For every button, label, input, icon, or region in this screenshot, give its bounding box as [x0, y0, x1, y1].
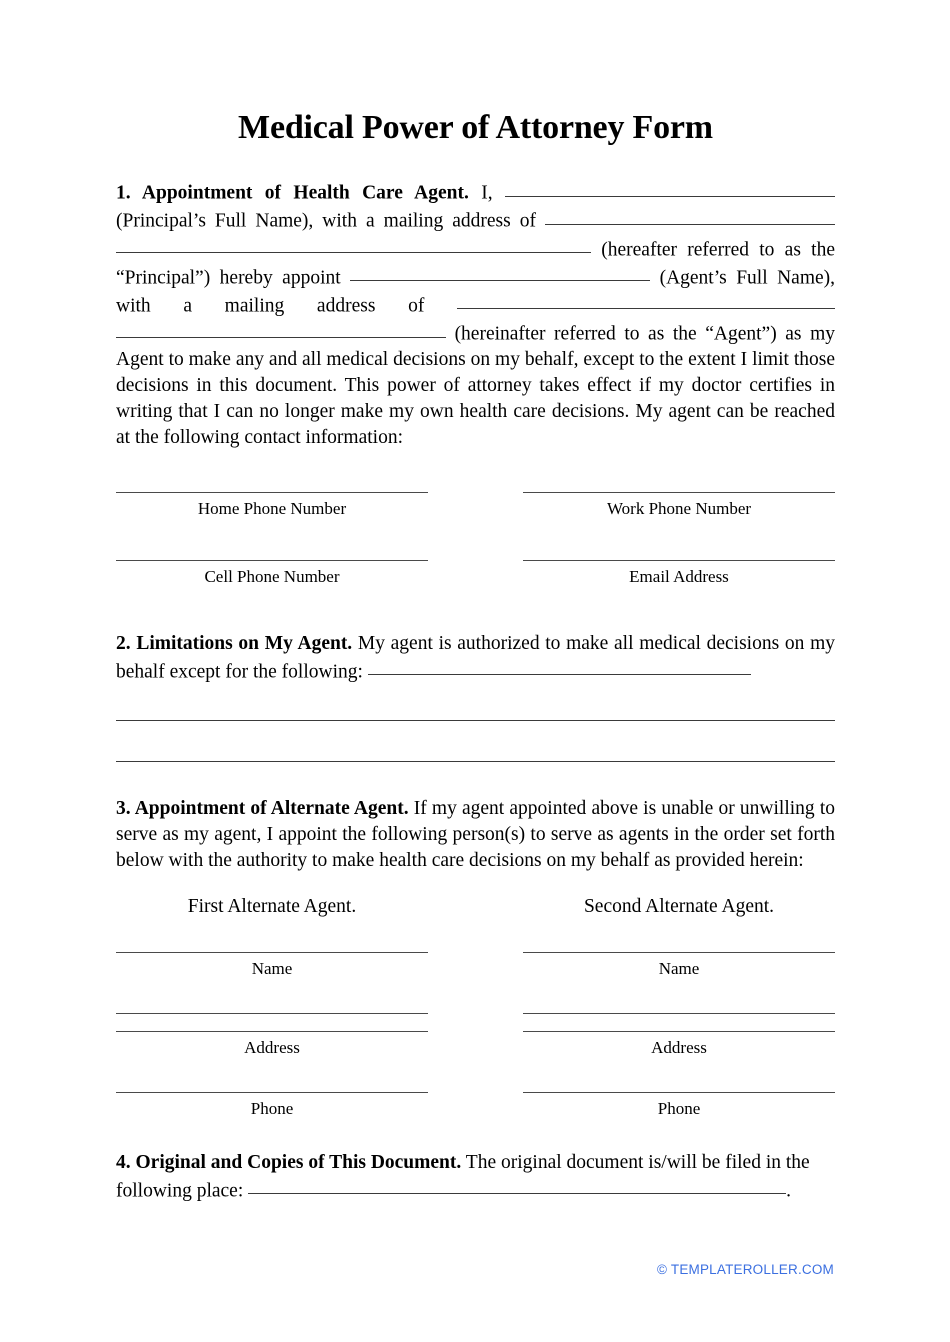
first-alternate-address-caption: Address: [244, 1038, 300, 1058]
section-4-heading: 4. Original and Copies of This Document.: [116, 1152, 462, 1174]
first-alternate-address-input-line1[interactable]: [116, 1013, 428, 1014]
section-2-text-a: My agent is authorized to make all medical decisions on my behalf except for the following:: [116, 633, 835, 683]
agent-contact-row-1: [116, 492, 835, 519]
section-1-text-e: (hereinafter referred to as the “Agent”) as my Agent to make any and all medical decisions on my behalf, except to the extent I limit those decisions in this document. This power of attorney takes effect if my doctor certifies in writing that I can no longer make my own health care decisions. My agent can be reached at the following contact information:: [116, 323, 835, 448]
limitations-field-line1[interactable]: [368, 657, 751, 676]
first-alternate-phone-caption: Phone: [250, 1099, 294, 1119]
first-alternate-phone-group: [116, 1092, 428, 1119]
first-alternate-name-caption: Name: [251, 959, 293, 979]
filing-place-field[interactable]: [248, 1176, 786, 1195]
alternate-agent-address-row: [116, 1013, 835, 1058]
principal-address-field-line2[interactable]: [116, 235, 591, 254]
principal-name-field[interactable]: [505, 178, 835, 197]
work-phone-caption: Work Phone Number: [606, 499, 752, 519]
email-address-caption: Email Address: [629, 567, 729, 587]
document-content: [116, 108, 835, 1204]
section-3-text-a: If my agent appointed above is unable or unwilling to serve as my agent, I appoint the following person(s) to serve as agents in the order set forth below with the authority to make health care decisions on my behalf as provided herein:: [116, 798, 835, 871]
work-phone-field-group: [523, 492, 835, 519]
home-phone-field-group: [116, 492, 428, 519]
templateroller-watermark[interactable]: © TEMPLATEROLLER.COM: [657, 1262, 834, 1277]
second-alternate-name-caption: Name: [658, 959, 700, 979]
alternate-agent-phone-row: [116, 1092, 835, 1119]
agent-contact-row-2: [116, 560, 835, 587]
email-address-field-group: [523, 560, 835, 587]
section-4-text-b: .: [786, 1180, 792, 1202]
alternate-agent-headings-row: [116, 895, 835, 919]
section-3-heading: 3. Appointment of Alternate Agent.: [116, 798, 409, 820]
first-alternate-address-group: [116, 1013, 428, 1058]
section-1-text-d: (Agent’s Full Name), with a mailing address of: [116, 267, 836, 317]
second-alternate-address-caption: Address: [651, 1038, 707, 1058]
home-phone-caption: Home Phone Number: [197, 499, 347, 519]
second-alternate-address-input-line1[interactable]: [523, 1013, 835, 1014]
section-4-paragraph: [116, 1150, 835, 1204]
section-1-text-c: (hereafter referred to as the “Principal”) hereby appoint: [116, 239, 835, 289]
second-alternate-phone-group: [523, 1092, 835, 1119]
second-alternate-address-group: [523, 1013, 835, 1058]
alternate-agent-name-row: [116, 952, 835, 979]
page-title: Medical Power of Attorney Form: [238, 109, 713, 146]
cell-phone-field-group: [116, 560, 428, 587]
agent-name-field[interactable]: [350, 263, 650, 282]
cell-phone-caption: Cell Phone Number: [204, 567, 340, 587]
first-alternate-agent-heading: First Alternate Agent.: [187, 896, 357, 918]
second-alternate-name-group: [523, 952, 835, 979]
section-4-text-a: The original document is/will be filed in the following place:: [116, 1152, 810, 1202]
section-3-paragraph: [116, 796, 835, 873]
section-1-heading: 1. Appointment of Health Care Agent.: [116, 182, 469, 204]
limitations-field-line2[interactable]: [116, 720, 835, 721]
agent-address-field-line1[interactable]: [457, 291, 835, 310]
agent-address-field-line2[interactable]: [116, 319, 446, 338]
section-1-text-a: I,: [468, 182, 505, 204]
section-1-text-b: (Principal’s Full Name), with a mailing address of: [116, 210, 545, 232]
section-2-paragraph: [116, 631, 835, 685]
principal-address-field-line1[interactable]: [545, 206, 835, 225]
limitations-field-line3[interactable]: [116, 761, 835, 762]
second-alternate-phone-caption: Phone: [657, 1099, 701, 1119]
section-1-paragraph: [116, 178, 835, 450]
first-alternate-name-group: [116, 952, 428, 979]
second-alternate-agent-heading: Second Alternate Agent.: [583, 896, 775, 918]
section-2-heading: 2. Limitations on My Agent.: [116, 633, 353, 655]
